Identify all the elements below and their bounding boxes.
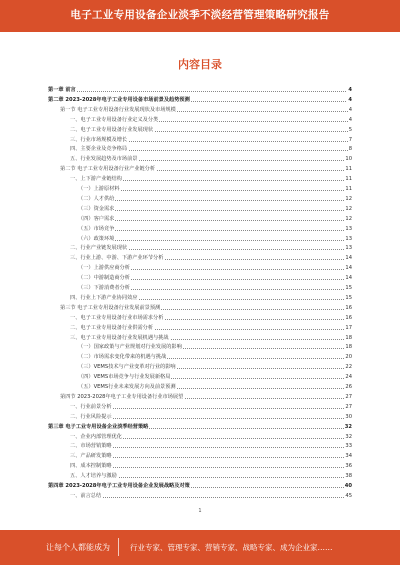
toc-entry-page: 30 (345, 413, 352, 420)
toc-entry-label: 三、行业市场规模及增长 (70, 136, 128, 143)
toc-entry-page: 11 (345, 166, 352, 173)
toc-entry-page: 8 (348, 146, 352, 153)
toc-entry[interactable] (0, 264, 400, 272)
toc-entry-label: （二）人才供给 (78, 195, 115, 202)
toc-entry[interactable] (0, 165, 400, 173)
toc-entry-page: 16 (345, 314, 352, 321)
toc-entry-page: 4 (348, 116, 352, 123)
toc-entry[interactable] (0, 96, 400, 104)
toc-entry[interactable] (0, 373, 400, 381)
toc-entry[interactable] (0, 383, 400, 391)
toc-entry-page: 7 (348, 136, 352, 143)
document-title: 电子工业专用设备企业淡季不淡经营管理策略研究报告 (70, 9, 330, 21)
toc-entry-page: 4 (348, 96, 352, 103)
toc-entry[interactable] (0, 363, 400, 371)
toc-leader-dots (70, 497, 352, 498)
toc-entry-label: 第三节 电子工业专用设备行业发展前景预测 (60, 304, 161, 311)
toc-entry-label: （三）VEMS技术与产业变革对行业的影响 (78, 364, 176, 371)
toc-entry-label: （三）资金需求 (78, 205, 115, 212)
toc-entry-page: 11 (345, 186, 352, 192)
toc-entry[interactable] (0, 442, 400, 450)
toc-entry[interactable] (0, 462, 400, 470)
toc-entry-label: 一、行业前景分析 (70, 403, 112, 410)
toc-entry[interactable] (0, 353, 400, 361)
toc-entry-page: 5 (348, 126, 352, 133)
toc-entry-label: （一）国家政策与产业规划对行业发展的影响 (78, 344, 182, 351)
toc-entry-page: 14 (345, 265, 352, 272)
toc-entry-page: 24 (345, 374, 352, 381)
toc-entry[interactable] (0, 343, 400, 351)
toc-entry[interactable] (0, 136, 400, 144)
toc-entry-page: 26 (345, 384, 352, 390)
toc-entry[interactable] (0, 175, 400, 183)
toc-entry-page: 18 (345, 344, 352, 351)
toc-entry[interactable] (0, 86, 400, 94)
toc-entry[interactable] (0, 423, 400, 431)
toc-entry-page: 11 (345, 176, 352, 183)
toc-entry[interactable] (0, 106, 400, 114)
toc-entry-label: 第四节 2023-2028年电子工业专用设备行业市场展望 (60, 393, 184, 400)
footer-slogan: 让每个人都能成为 (46, 543, 110, 552)
toc-entry-page: 12 (345, 195, 352, 202)
toc-entry[interactable] (0, 284, 400, 292)
toc-entry-label: （二）市场需求变化带来的机遇与挑战 (78, 354, 167, 361)
toc-entry-label: 二、行业风险提示 (70, 413, 112, 420)
toc-entry[interactable] (0, 334, 400, 342)
toc-entry-label: 四、主要企业及竞争格局 (70, 146, 128, 153)
toc-entry[interactable] (0, 324, 400, 332)
toc-entry-label: 一、前言总结 (70, 492, 102, 499)
toc-entry-label: （四）VEMS市场竞争与行业发展新格局 (78, 374, 171, 381)
toc-entry-label: 三、行业上游、中游、下游产业环节分析 (70, 255, 164, 262)
toc-entry-label: 第二章 2023-2028年电子工业专用设备市场前景及趋势预测 (48, 96, 190, 103)
toc-entry-page: 13 (345, 235, 352, 242)
toc-entry-page: 36 (345, 463, 352, 470)
toc-entry-page: 4 (348, 87, 352, 93)
toc-entry-page: 38 (345, 473, 352, 480)
toc-entry-label: 五、人才培养与激励 (70, 473, 117, 480)
toc-entry-label: 第二节 电子工业专用设备行业产业链分析 (60, 166, 156, 173)
toc-entry[interactable] (0, 433, 400, 441)
toc-entry-label: 二、电子工业专用设备行业供需分析 (70, 324, 154, 331)
toc-entry[interactable] (0, 304, 400, 312)
toc-entry-label: 四、行业上下游产业协同效应 (70, 294, 138, 301)
toc-entry[interactable] (0, 155, 400, 163)
toc-entry-page: 12 (345, 205, 352, 212)
toc-entry-label: （五）市场竞争 (78, 225, 115, 232)
toc-entry-page: 18 (345, 334, 352, 341)
toc-entry[interactable] (0, 294, 400, 302)
toc-entry[interactable] (0, 116, 400, 124)
toc-entry-page: 40 (344, 483, 352, 489)
toc-entry[interactable] (0, 472, 400, 480)
toc-entry-page: 10 (345, 156, 352, 163)
toc-entry-label: 三、产品研发策略 (70, 453, 112, 460)
toc-entry-page: 13 (345, 245, 352, 252)
toc-entry[interactable] (0, 254, 400, 262)
toc-leader-dots (48, 91, 352, 92)
footer-tagline: 行业专家、管理专家、营销专家、战略专家、成为企业家…… (130, 543, 333, 552)
toc-leader-dots (78, 210, 352, 211)
page-number: 1 (198, 508, 202, 514)
toc-entry-label: 四、成本控制策略 (70, 463, 112, 470)
toc-entry-label: （四）客户需求 (78, 215, 115, 222)
toc-entry-page: 45 (345, 492, 352, 499)
toc-leader-dots (78, 240, 352, 241)
toc-entry-label: 第一节 电子工业专用设备行业发展现状及市场规模 (60, 106, 176, 113)
toc-entry[interactable] (0, 482, 400, 490)
toc-entry-page: 14 (345, 255, 352, 262)
toc-entry-label: 第一章 前言 (48, 87, 76, 93)
toc-entry-page: 13 (345, 225, 352, 232)
toc-entry-page: 20 (345, 354, 352, 361)
toc-entry[interactable] (0, 403, 400, 411)
toc-entry-label: （二）中游制造商分析 (78, 275, 130, 282)
toc-leader-dots (78, 230, 352, 231)
toc-entry-page: 22 (345, 364, 352, 371)
toc-entry[interactable] (0, 413, 400, 421)
toc-entry[interactable] (0, 314, 400, 322)
toc-entry[interactable] (0, 393, 400, 401)
toc-entry[interactable] (0, 126, 400, 134)
toc-entry-label: 一、电子工业专用设备行业市场需求分析 (70, 314, 164, 321)
toc-heading: 内容目录 (178, 58, 222, 71)
table-of-contents (0, 86, 400, 506)
toc-entry-page: 33 (345, 443, 352, 450)
toc-entry[interactable] (0, 452, 400, 460)
footer-bar (0, 530, 400, 565)
toc-leader-dots (78, 220, 352, 221)
toc-entry[interactable] (0, 185, 400, 193)
toc-entry[interactable] (0, 244, 400, 252)
toc-entry-page: 27 (345, 393, 352, 400)
toc-entry-label: （一）上游供应商分析 (78, 265, 130, 272)
toc-entry-page: 16 (345, 304, 352, 311)
toc-entry[interactable] (0, 215, 400, 223)
toc-entry-label: 三、电子工业专用设备行业发展机遇与挑战 (70, 334, 169, 341)
toc-entry-page: 15 (345, 294, 352, 301)
toc-entry-label: 第三章 电子工业专用设备企业淡季经营策略 (48, 423, 149, 430)
toc-entry-label: （六）政策环境 (78, 235, 115, 242)
toc-entry-label: 五、行业发展趋势及市场前景 (70, 156, 138, 163)
toc-entry-label: 一、企业内部管理优化 (70, 433, 122, 440)
toc-entry-label: 第四章 2023-2028年电子工业专用设备企业发展战略及对策 (48, 483, 190, 489)
toc-entry[interactable] (0, 235, 400, 243)
toc-entry-label: （五）VEMS行业未来发展方向及前景预测 (78, 384, 176, 390)
toc-entry[interactable] (0, 274, 400, 282)
toc-entry[interactable] (0, 225, 400, 233)
toc-entry[interactable] (0, 492, 400, 500)
toc-entry-page: 14 (345, 275, 352, 282)
toc-entry[interactable] (0, 145, 400, 153)
footer-divider (118, 538, 119, 556)
toc-entry-page: 15 (345, 285, 352, 291)
toc-entry-label: 二、行业产业链发展现状 (70, 245, 128, 252)
toc-entry-page: 17 (345, 324, 352, 331)
toc-leader-dots (78, 200, 352, 201)
toc-entry-page: 4 (348, 106, 352, 113)
toc-entry-page: 32 (344, 423, 352, 430)
toc-entry-label: （三）下游消费者分析 (78, 285, 130, 291)
toc-entry[interactable] (0, 195, 400, 203)
toc-entry-label: 二、电子工业专用设备行业发展现状 (70, 126, 154, 133)
toc-entry-page: 12 (345, 215, 352, 222)
toc-entry-label: 一、电子工业专用设备行业定义及分类 (70, 116, 159, 123)
toc-entry-label: （一）上游原材料 (78, 186, 120, 192)
toc-entry-page: 27 (345, 403, 352, 410)
header-bar (0, 0, 400, 32)
toc-entry-page: 32 (345, 433, 352, 440)
toc-entry[interactable] (0, 205, 400, 213)
toc-entry-label: 一、上下游产业链结构 (70, 176, 122, 183)
toc-entry-page: 34 (345, 453, 352, 460)
toc-entry-label: 二、市场营销策略 (70, 443, 112, 450)
